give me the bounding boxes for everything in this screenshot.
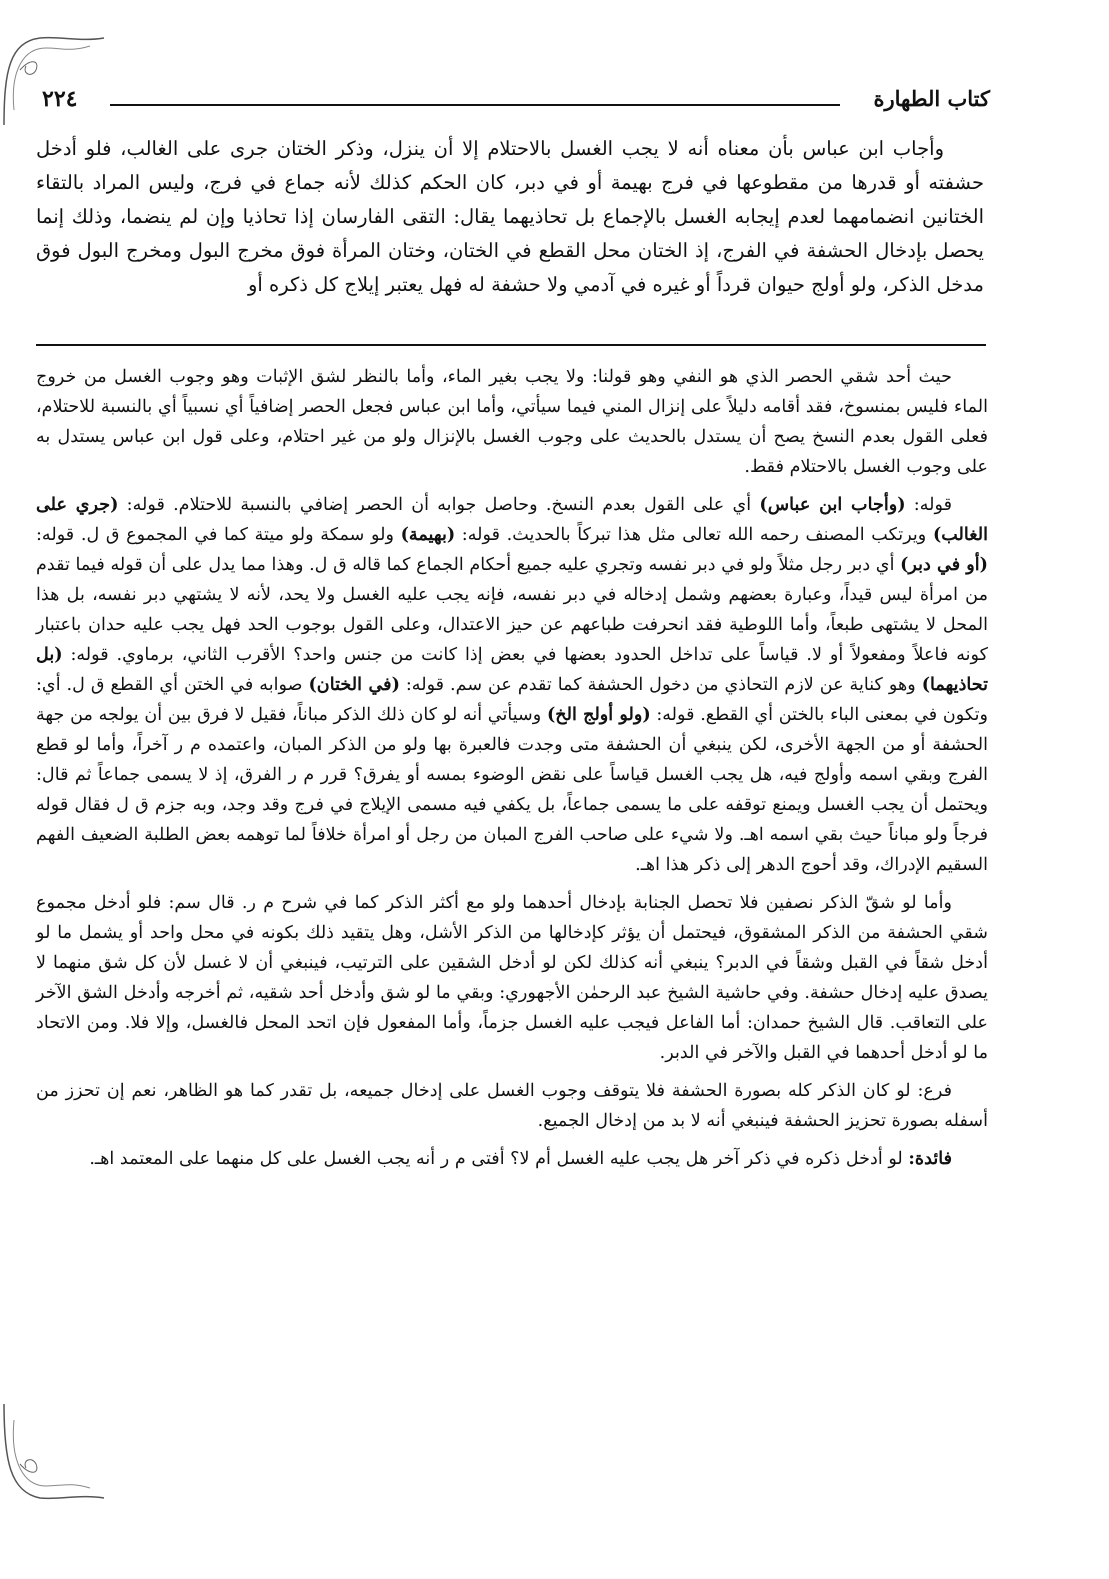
corner-ornament-top-left — [0, 30, 110, 130]
header-rule — [110, 104, 840, 106]
quoted-lemma: (ولو أولج الخ) — [546, 704, 651, 725]
commentary-paragraph-3: وأما لو شقّ الذكر نصفين فلا تحصل الجنابة بإدخال أحدهما ولو مع أكثر الذكر كما في شرح م ر. قال سم: فلو أدخل مجموع شقي الحشفة من الذكر المشقوق، فيحتمل أن يؤثر كإدخالها من الذكر الأشل، وهل يتقيد ذلك بكونه في محل واحد أو يشمل ما لو أدخل شقاً في القبل وشقاً في الدبر؟ ينبغي أنه كذلك لكن لو أدخل الشقين على الترتيب، فينبغي أن لا غسل لأن كل شق منهما لا يصدق عليه إدخال حشفة. وفي حاشية الشيخ عبد الرحمٰن الأجهوري: وبقي ما لو شق وأدخل أحد شقيه، ثم أخرجه وأدخل الشق الآخر على التعاقب. قال الشيخ حمدان: أما الفاعل فيجب عليه الغسل جزماً، وأما المفعول فإن اتحد المحل فالغسل، وإلا فلا. ومن الاتحاد ما لو أدخل أحدهما في القبل والآخر في الدبر. — [36, 893, 988, 1063]
text-run: وهو كناية عن لازم التحاذي من دخول الحشفة كما تقدم عن سم. قوله: — [399, 675, 922, 695]
text-run: صوابه في الختن أي القطع ق ل. أي: وتكون في بمعنى الباء بالختن أي القطع. قوله: — [36, 675, 988, 725]
main-text — [36, 132, 984, 302]
quoted-lemma: (بهيمة) — [400, 524, 456, 545]
text-run: قوله: — [905, 495, 952, 515]
benefit-label: فائدة: — [908, 1148, 952, 1169]
quoted-lemma: (جري على الغالب) — [36, 494, 989, 545]
main-paragraph: وأجاب ابن عباس بأن معناه أنه لا يجب الغسل بالاحتلام إلا أن ينزل، وذكر الختان جرى على الغالب، فلو أدخل حشفته أو قدرها من مقطوعها في فرج بهيمة أو في دبر، كان الحكم كذلك لأنه جماع في فرج، وليس المراد بالتقاء الختانين انضمامهما لعدم إيجابه الغسل بالإجماع بل تحاذيهما يقال: التقى الفارسان إذا تحاذيا وإن لم ينضما، وذلك إنما يحصل بإدخال الحشفة في الفرج، إذ الختان محل القطع في الختان، وختان المرأة فوق مخرج البول ومخرج البول فوق مدخل الذكر، ولو أولج حيوان قرداً أو غيره في آدمي ولا حشفة له فهل يعتبر إيلاج كل ذكره أو — [36, 137, 984, 296]
text-run: وسيأتي أنه لو كان ذلك الذكر مباناً، فقيل لا فرق بين أن يولجه من جهة الحشفة أو من الجهة الأخرى، لكن ينبغي أن الحشفة متى وجدت فالعبرة بها ولو من الذكر المبان، واعتمده م ر آخراً، وأما لو قطع الفرج وبقي اسمه وأولج فيه، هل يجب الغسل قياساً على نقض الوضوء بمسه أو يفرق؟ قرر م ر الفرق، إذ لا يسمى جماعاً ثم قال: ويحتمل أن يجب الغسل ويمنع توقفه على ما يسمى جماعاً، بل يكفي فيه مسمى الإيلاج في فرج وقد وجد، وبه جزم ق ل فقال قوله فرجاً ولو مباناً حيث بقي اسمه اهـ. ولا شيء على صاحب الفرج المبان من رجل أو امرأة خلافاً لما توهمه بعض الطلبة الضعيف الفهم السقيم الإدراك، وقد أحوج الدهر إلى ذكر هذا اهـ. — [36, 705, 988, 875]
running-header — [42, 84, 990, 114]
text-run: ويرتكب المصنف رحمه الله تعالى مثل هذا تبركاً بالحديث. قوله: — [455, 525, 933, 545]
quoted-lemma: (في الختان) — [308, 674, 400, 695]
text-run: أي على القول بعدم النسخ. وحاصل جوابه أن الحصر إضافي بالنسبة للاحتلام. قوله: — [118, 495, 760, 515]
text-run: أي دبر رجل مثلاً ولو في دبر نفسه وتجري عليه جميع أحكام الجماع كما قاله ق ل. وهذا مما يدل على أن قوله فيما تقدم من امرأة ليس قيداً، وعبارة بعضهم وشمل إدخاله في دبر نفسه، فإنه يجب عليه الغسل ولا يحد، لأنه لا يشتهي دبر نفسه، بل هذا المحل لا يشتهى طبعاً، وأما اللوطية فقد انحرفت طباعهم عن حيز الاعتدال، وعلى القول بوجوب الحد فهل يجب عليه حدان باعتبار كونه فاعلاً ومفعولاً أو لا. قياساً على تداخل الحدود بعضها في بعض إذا كانت من جنس واحد؟ الأقرب الثاني، برماوي. قوله: — [36, 555, 988, 665]
text-run: لو أدخل ذكره في ذكر آخر هل يجب عليه الغسل أم لا؟ أفتى م ر أنه يجب الغسل على كل منهما على المعتمد اهـ. — [89, 1149, 909, 1169]
quoted-lemma: (بل تحاذيهما) — [36, 644, 989, 695]
commentary-paragraph-1: حيث أحد شقي الحصر الذي هو النفي وهو قولنا: ولا يجب بغير الماء، وأما بالنظر لشق الإثبات وهو وجوب الغسل من خروج الماء فليس بمنسوخ، فقد أقامه دليلاً على إنزال المني فيما سيأتي، وأما ابن عباس فجعل الحصر إضافياً أي نسبياً أي بالنسبة للاحتلام، فعلى القول بعدم النسخ يصح أن يستدل بالحديث على وجوب الغسل بالإنزال ولو من غير احتلام، وعلى قول ابن عباس يستدل به على وجوب الغسل بالاحتلام فقط. — [36, 367, 988, 477]
page-number: ٢٢٤ — [42, 86, 78, 112]
corner-ornament-bottom-left — [0, 1400, 110, 1510]
quoted-lemma: (وأجاب ابن عباس) — [759, 494, 906, 515]
chapter-title: كتاب الطهارة — [873, 86, 990, 111]
footnote-separator — [36, 344, 986, 346]
commentary-paragraph-4: فرع: لو كان الذكر كله بصورة الحشفة فلا يتوقف وجوب الغسل على إدخال جميعه، بل تقدر كما هو الظاهر، نعم إن تحزز من أسفله بصورة تحزيز الحشفة فينبغي أنه لا بد من إدخال الجميع. — [36, 1081, 988, 1131]
text-run: ولو سمكة ولو ميتة كما في المجموع ق ل. قوله: — [36, 525, 401, 545]
commentary-paragraph-5 — [36, 1144, 988, 1174]
commentary — [36, 362, 988, 1182]
quoted-lemma: (أو في دبر) — [900, 554, 988, 575]
commentary-paragraph-2 — [36, 490, 988, 880]
